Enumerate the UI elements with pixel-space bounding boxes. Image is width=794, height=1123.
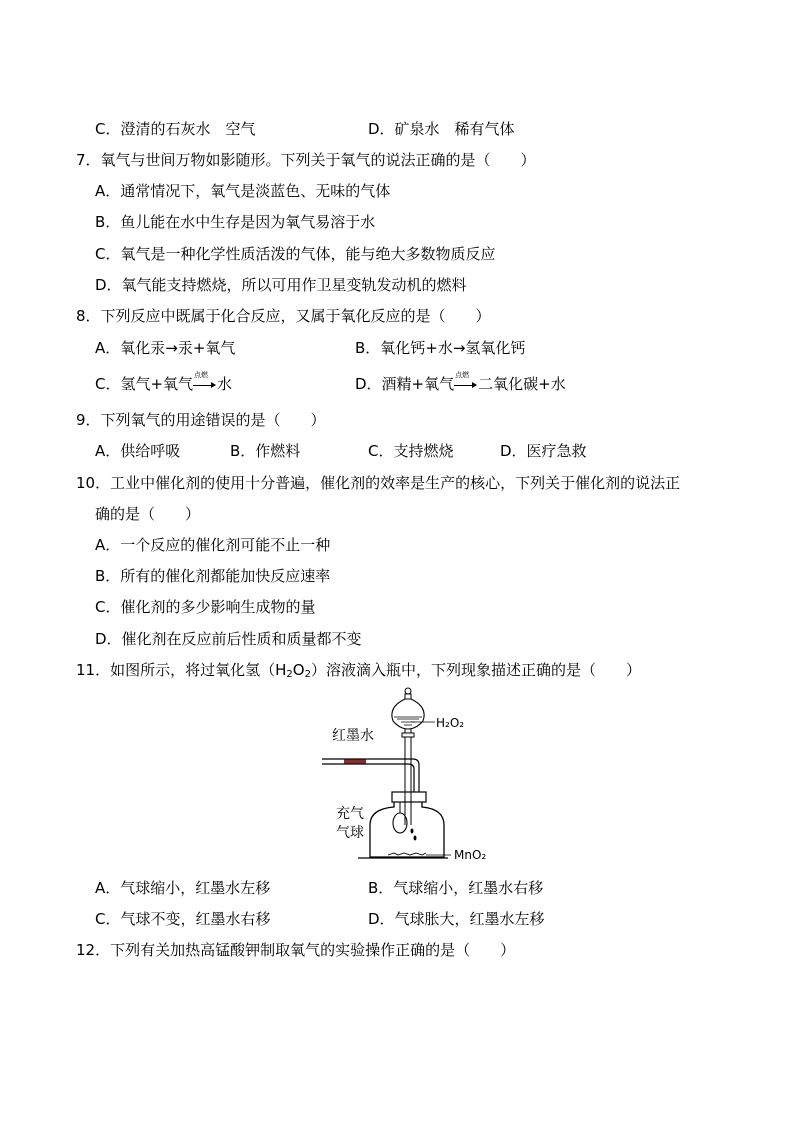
q11-option-d: D．气球胀大，红墨水左移 [368,910,545,928]
q8-option-a: A．氧化汞→汞+氧气 [95,339,236,357]
q10-option-a: A．一个反应的催化剂可能不止一种 [95,536,331,554]
q8-option-c [95,371,233,394]
reaction-arrow-ignite [193,371,217,394]
q9-option-b: B．作燃料 [230,442,301,460]
q6-option-d: D．矿泉水 稀有气体 [368,120,515,138]
label-mno2: MnO₂ [454,848,487,862]
q6-option-c: C．澄清的石灰水 空气 [95,120,256,138]
q10-option-c: C．催化剂的多少影响生成物的量 [95,598,316,616]
reaction-arrow-ignite [454,371,478,394]
stopcock [402,733,414,737]
q11-stem: 11．如图所示，将过氧化氢$(H_2O_2)$溶液滴入瓶中，下列现象描述正确的是（ ） [76,661,641,680]
q7-option-d: D．氧气能支持燃烧，所以可用作卫星变轨发动机的燃料 [95,276,467,294]
q9-option-c: C．支持燃烧 [368,442,454,460]
apparatus-diagram [318,685,498,865]
q7-stem: 7．氧气与世间万物如影随形。下列关于氧气的说法正确的是（ ） [76,151,536,169]
q8-option-d-reactants: D．酒精+氧气 [355,375,455,393]
q9-stem: 9．下列氧气的用途错误的是（ ） [76,411,326,429]
q7-option-c: C．氧气是一种化学性质活泼的气体，能与绝大多数物质反应 [95,245,496,263]
separatory-funnel [392,699,424,729]
q9-option-d: D．医疗急救 [500,442,587,460]
q8-option-b: B．氧化钙+水→氢氧化钙 [355,339,526,357]
q11-option-a: A．气球缩小，红墨水左移 [95,879,271,897]
q11-option-b: B．气球缩小，红墨水右移 [368,879,544,897]
wide-mouth-bottle [370,802,444,857]
q7-option-b: B．鱼儿能在水中生存是因为氧气易溶于水 [95,213,376,231]
reaction-condition: 点燃 [194,371,209,379]
q10-stem-line2: 确的是（ ） [95,505,201,523]
q10-option-b: B．所有的催化剂都能加快反应速率 [95,567,331,585]
rubber-stopper [392,792,426,802]
q11-option-c: C．气球不变，红墨水右移 [95,910,271,928]
label-balloon-2: 气球 [336,825,364,841]
label-red-ink: 红墨水 [332,728,374,744]
red-ink-drop [344,760,366,764]
q10-option-d: D．催化剂在反应前后性质和质量都不变 [95,630,362,648]
q9-option-a: A．供给呼吸 [95,442,181,460]
q8-option-c-products: 水 [217,375,233,393]
label-balloon-1: 充气 [336,806,364,822]
q12-stem: 12．下列有关加热高锰酸钾制取氧气的实验操作正确的是（ ） [76,941,516,959]
reaction-condition: 点燃 [455,371,470,379]
q7-option-a: A．通常情况下，氧气是淡蓝色、无味的气体 [95,182,391,200]
funnel-stopper [405,688,411,694]
q10-stem-line1: 10．工业中催化剂的使用十分普遍，催化剂的效率是生产的核心，下列关于催化剂的说法正 [76,474,681,492]
q8-option-d-products: 二氧化碳+水 [478,375,566,393]
q8-option-c-reactants: C．氢气+氧气 [95,375,194,393]
q8-option-d [355,371,566,394]
mno2-powder [388,853,426,855]
q8-stem: 8．下列反应中既属于化合反应，又属于氧化反应的是（ ） [76,307,491,325]
label-h2o2: H₂O₂ [436,716,465,730]
